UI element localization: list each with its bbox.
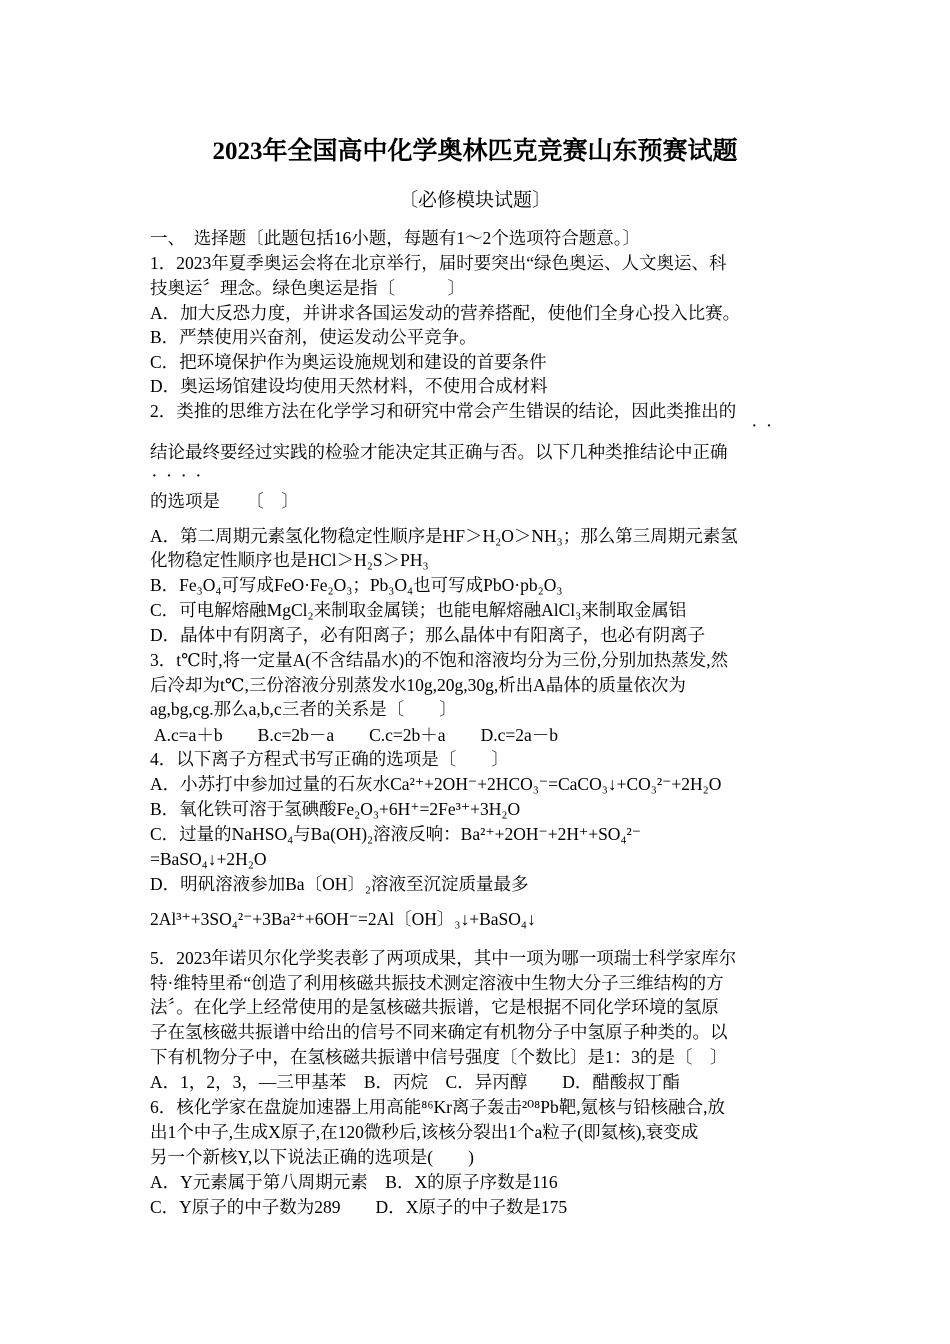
q6-options-ab: A．Y元素属于第八周期元素 B．X的原子序数是116	[150, 1172, 558, 1192]
q4-stem: 4．以下离子方程式书写正确的选项是〔 〕	[150, 749, 509, 769]
q5-line5: 下有机物分子中，在氢核磁共振谱中信号强度〔个数比〕是1：3的是〔 〕	[150, 1047, 728, 1067]
q2-option-b: B．Fe₃O₄可写成FeO·Fe₂O₃；Pb₃O₄也可写成PbO·pb₂O₃	[150, 575, 563, 595]
q1-stem-line1: 1．2023年夏季奥运会将在北京举行，届时要突出“绿色奥运、人文奥运、科	[150, 253, 727, 273]
q6-line1: 6．核化学家在盘旋加速器上用高能⁸⁶Kr离子轰击²⁰⁸Pb靶,氪核与铅核融合,放	[150, 1097, 726, 1117]
q4-option-b: B．氧化铁可溶于氢碘酸Fe₂O₃+6H⁺=2Fe³⁺+3H₂O	[150, 799, 521, 819]
q2-stem-line3: 的选项是 〔 〕	[150, 491, 299, 511]
emphasis-dots: ····	[152, 469, 211, 484]
q2-option-d: D．晶体中有阴离子，必有阳离子；那么晶体中有阳离子，也必有阴离子	[150, 625, 706, 645]
q2-stem-line1: 2．类推的思维方法在化学学习和研究中常会产生错误的结论，因此类推出的	[150, 401, 737, 421]
q5-options: A．1，2，3，—三甲基苯 B．丙烷 C．异丙醇 D．醋酸叔丁酯	[150, 1072, 680, 1092]
q3-stem-line3: ag,bg,cg.那么a,b,c三者的关系是〔 〕	[150, 699, 457, 719]
q4-option-c-line2: =BaSO₄↓+2H₂O	[150, 849, 267, 869]
q5-line2: 特·维特里希“创造了利用核磁共振技术测定溶液中生物大分子三维结构的方	[150, 973, 724, 993]
q2-option-a-line2: 化物稳定性顺序也是HCl＞H₂S＞PH₃	[150, 550, 429, 570]
q6-line3: 另一个新核Y,以下说法正确的选项是( )	[150, 1147, 474, 1167]
q4-option-d-line1: D．明矾溶液参加Ba〔OH〕₂溶液至沉淀质量最多	[150, 874, 529, 894]
q1-option-c: C．把环境保护作为奥运设施规划和建设的首要条件	[150, 352, 547, 372]
q1-option-a: A．加大反恐力度，并讲求各国运发动的营养搭配，使他们全身心投入比赛。	[150, 303, 741, 323]
q4-option-d-line2: 2Al³⁺+3SO₄²⁻+3Ba²⁺+6OH⁻=2Al〔OH〕₃↓+BaSO₄↓	[150, 909, 536, 929]
page-title: 2023年全国高中化学奥林匹克竞赛山东预赛试题	[212, 138, 738, 165]
q3-stem-line1: 3．t℃时,将一定量A(不含结晶水)的不饱和溶液均分为三份,分别加热蒸发,然	[150, 650, 729, 670]
q6-line2: 出1个中子,生成X原子,在120微秒后,该核分裂出1个a粒子(即氦核),衰变成	[150, 1122, 699, 1142]
q1-option-b: B．严禁使用兴奋剂，使运发动公平竞争。	[150, 327, 477, 347]
q3-options: A.c=a＋b B.c=2b－a C.c=2b＋a D.c=2a－b	[154, 725, 558, 745]
q1-stem-line2: 技奥运〞理念。绿色奥运是指〔 〕	[150, 278, 465, 298]
q3-stem-line2: 后冷却为t℃,三份溶液分别蒸发水10g,20g,30g,析出A晶体的质量依次为	[150, 675, 686, 695]
q2-option-c: C．可电解熔融MgCl₂来制取金属镁；也能电解熔融AlCl₃来制取金属铝	[150, 600, 687, 620]
q6-options-cd: C．Y原子的中子数为289 D．X原子的中子数是175	[150, 1197, 568, 1217]
section-heading: 一、 选择题〔此题包括16小题，每题有1～2个选项符合题意。〕	[150, 228, 640, 248]
q5-line4: 子在氢核磁共振谱中给出的信号不同来确定有机物分子中氢原子种类的。以	[150, 1022, 728, 1042]
q4-option-a: A．小苏打中参加过量的石灰水Ca²⁺+2OH⁻+2HCO₃⁻=CaCO₃↓+CO₃²⁻+2H₂O	[150, 774, 722, 794]
q5-line3: 法〞。在化学上经常使用的是氢核磁共振谱，它是根据不同化学环境的氢原	[150, 997, 719, 1017]
q1-option-d: D．奥运场馆建设均使用天然材料，不使用合成材料	[150, 376, 548, 396]
q4-option-c-line1: C．过量的NaHSO₄与Ba(OH)₂溶液反响：Ba²⁺+2OH⁻+2H⁺+SO₄²⁻	[150, 824, 642, 844]
emphasis-dots: ··	[752, 419, 782, 434]
q2-option-a-line1: A．第二周期元素氢化物稳定性顺序是HF＞H₂O＞NH₃；那么第三周期元素氢	[150, 526, 738, 546]
q2-stem-line2: 结论最终要经过实践的检验才能决定其正确与否。以下几种类推结论中正确	[150, 442, 728, 462]
q5-line1: 5．2023年诺贝尔化学奖表彰了两项成果，其中一项为哪一项瑞士科学家库尔	[150, 948, 737, 968]
page-subtitle: 〔必修模块试题〕	[398, 190, 551, 211]
